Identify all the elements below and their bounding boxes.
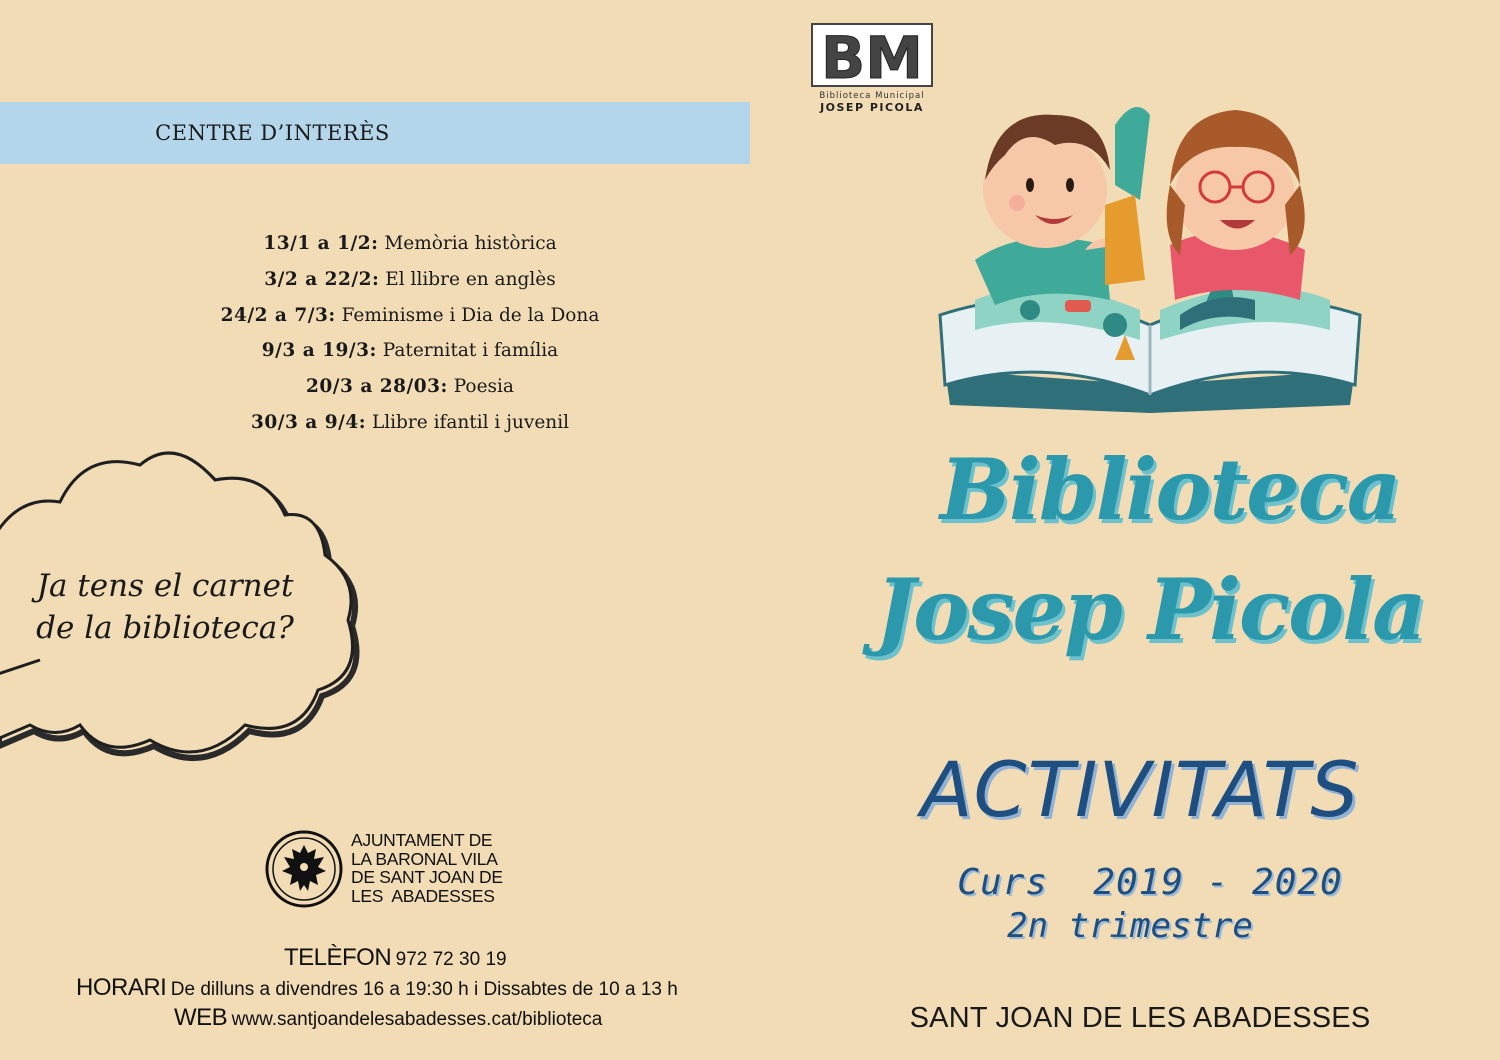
logo-letters: BM [821,24,923,92]
web-line [174,1004,602,1032]
web-link[interactable]: www.santjoandelesabadesses.cat/biblioteca [231,1009,603,1030]
phone-value: 972 72 30 19 [395,949,507,970]
schedule-topic: Feminisme i Dia de la Dona [341,304,600,326]
schedule-dates: 9/3 a 19/3: [261,340,377,362]
term-label: 2n trimestre [1007,906,1253,946]
schedule-item [200,333,620,369]
schedule-topic: Memòria històrica [384,233,557,254]
schedule-item [200,262,620,298]
schedule-dates: 20/3 a 28/03: [306,376,448,398]
title-line-1: Biblioteca [940,440,1400,539]
web-label: WEB [174,1004,228,1031]
council-line: AJUNTAMENT DE [351,830,493,850]
schedule-item [200,405,620,441]
schedule-topic: Poesia [453,376,514,398]
activities-heading: ACTIVITATS [920,745,1360,834]
title-line-2: Josep Picola [875,560,1425,659]
schedule-item [200,226,620,262]
eagle-seal-icon [264,829,344,909]
hours-label: HORARI [76,974,167,1001]
schedule-item [200,369,620,405]
schedule-dates: 24/2 a 7/3: [220,304,336,326]
kids-reading-book-icon [935,85,1370,415]
council-line: LES ABADESSES [351,886,495,907]
hours-value: De dilluns a divendres 16 a 19:30 h i Dissabtes de 10 a 13 h [170,979,678,1000]
schedule-list [200,226,620,441]
council-line: LA BARONAL VILA [351,848,498,869]
bubble-line: de la biblioteca? [36,610,294,646]
logo-subtitle: Biblioteca Municipal [819,91,925,101]
logo-name: JOSEP PICOLA [820,101,924,114]
course-year: Curs 2019 - 2020 [957,862,1343,903]
phone-line [284,944,507,972]
council-line: DE SANT JOAN DE [351,867,503,888]
bubble-question [15,565,315,649]
schedule-dates: 13/1 a 1/2: [263,233,379,254]
phone-label: TELÈFON [284,944,392,971]
schedule-topic: El llibre en anglès [385,268,556,290]
schedule-dates: 3/2 a 22/2: [264,268,380,290]
town-council-name [351,831,526,906]
bubble-line: Ja tens el carnet [36,568,294,604]
schedule-topic: Llibre ifantil i juvenil [371,411,570,433]
schedule-item [200,298,620,334]
banner-title: CENTRE D’INTERÈS [155,121,390,145]
town-name: SANT JOAN DE LES ABADESSES [909,1002,1371,1034]
interest-center-banner [0,102,750,164]
schedule-dates: 30/3 a 9/4: [250,411,367,433]
hours-line [76,974,678,1002]
library-logo [806,22,938,117]
schedule-topic: Paternitat i família [382,340,559,362]
